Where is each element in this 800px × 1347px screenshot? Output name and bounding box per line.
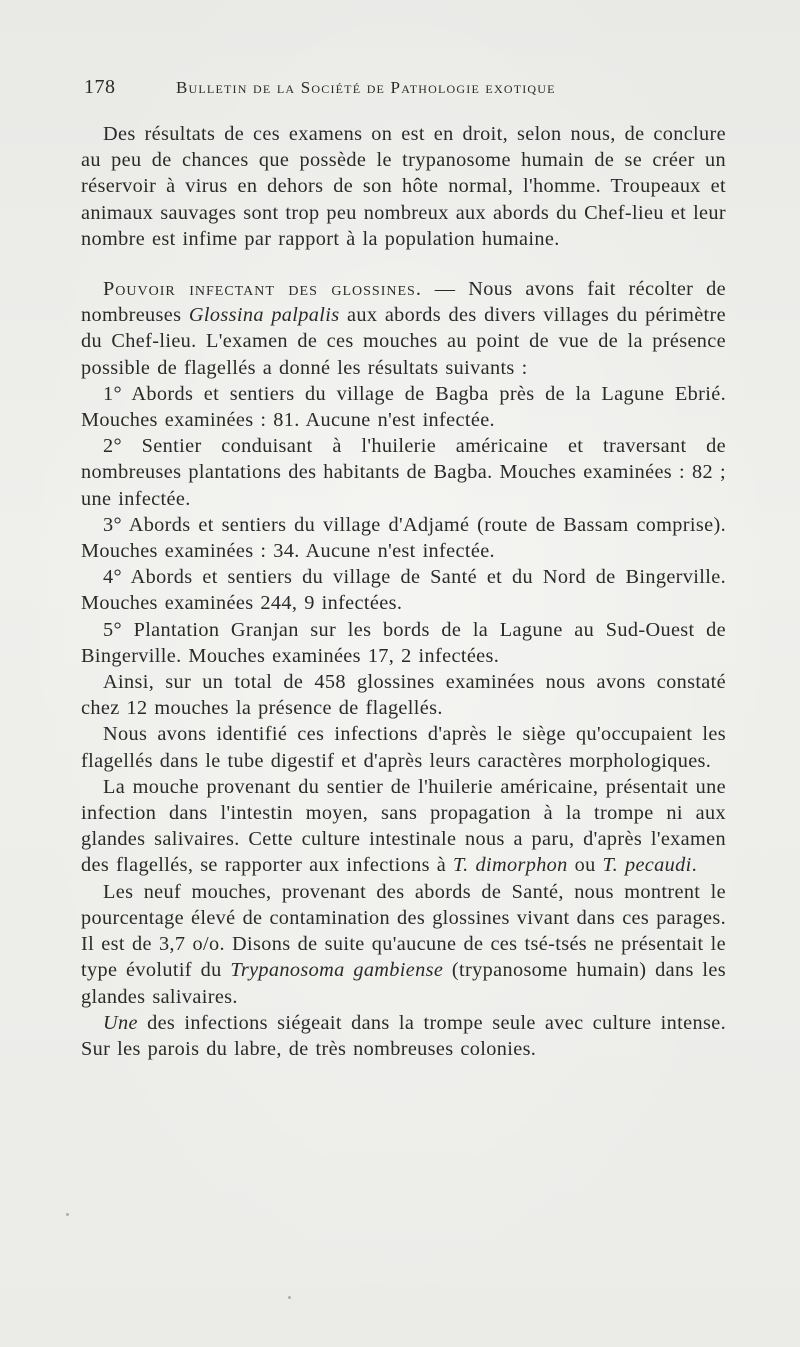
paragraph-text: Les neuf mouches, provenant des abords de Santé, nous montrent le pourcentage élevé de contamination des glossines vivant dans ces parages. Il est de 3,7 o/o. Disons de suite qu'aucune de ces tsé-tsés ne présentait le type évolutif du <box>81 880 726 982</box>
list-item: 3° Abords et sentiers du village d'Adjamé (route de Bassam comprise). Mouches examinées : 34. Aucune n'est infectée. <box>81 513 726 563</box>
section-heading: Pouvoir infectant des glossines. <box>103 278 422 301</box>
species-name: Trypanosoma gambiense <box>230 959 444 982</box>
paragraph-total: Ainsi, sur un total de 458 glossines examinées nous avons constaté chez 12 mouches la présence de flagellés. <box>81 671 726 720</box>
paragraph-text: . <box>691 854 698 877</box>
list-item: 4° Abords et sentiers du village de Santé et du Nord de Bingerville. Mouches examinées 244, 9 infectées. <box>81 566 726 615</box>
page-number: 178 <box>84 76 116 98</box>
paragraph-proboscis-infection <box>81 1010 726 1062</box>
list-item: 5° Plantation Granjan sur les bords de la Lagune au Sud-Ouest de Bingerville. Mouches examinées 17, 2 infectées. <box>81 618 726 667</box>
running-head: Bulletin de la Société de Pathologie exotique <box>176 78 556 97</box>
paragraph-lead-word: Une <box>103 1011 138 1034</box>
page-header <box>84 76 704 106</box>
section-intro-text-end: aux abords des divers villages du périmètre du Chef-lieu. L'examen de ces mouches au point de vue de la présence possible de flagellés a donné les résultats suivants : <box>81 304 726 379</box>
article-body <box>81 121 726 1062</box>
paragraph-conclusion: Des résultats de ces examens on est en droit, selon nous, de conclure au peu de chances que possède le trypanosome humain de se créer un réservoir à virus en dehors de son hôte normal, l'homme. Troupeaux et animaux sauvages sont trop peu nombreux aux abords du Chef-lieu et leur nombre est infime par rapport à la population humaine. <box>81 123 726 250</box>
paragraph-text: des infections siégeait dans la trompe seule avec culture intense. Sur les parois du labre, de très nombreuses colonies. <box>81 1011 726 1060</box>
paper-speck <box>66 1213 69 1216</box>
section-gap <box>81 252 726 276</box>
paragraph-text: La mouche provenant du sentier de l'huilerie américaine, présentait une infection dans l'intestin moyen, sans propagation à la trompe ni aux glandes salivaires. Cette culture intestinale nous a paru, d'après l'examen des flagellés, se rapporter aux infections à <box>81 775 726 877</box>
paragraph-identification: Nous avons identifié ces infections d'après le siège qu'occupaient les flagellés dans le tube digestif et d'après leurs caractères morphologiques. <box>81 723 726 772</box>
species-name: T. dimorphon <box>453 854 568 877</box>
species-name: Glossina palpalis <box>188 304 340 327</box>
paragraph-intestinal-infection <box>81 774 726 879</box>
species-name: T. pecaudi <box>602 854 692 877</box>
paragraph-text: ou <box>567 854 603 877</box>
paragraph-sante-flies <box>81 879 726 1010</box>
section-intro-text: — Nous avons fait récolter de nombreuses <box>81 278 726 327</box>
paragraph-section-intro <box>81 276 726 381</box>
list-item: 2° Sentier conduisant à l'huilerie américaine et traversant de nombreuses plantations des habitants de Bagba. Mouches examinées : 82 ; une infectée. <box>81 435 726 510</box>
paper-speck <box>288 1296 291 1299</box>
paragraph-text: (trypanosome humain) dans les glandes salivaires. <box>81 959 726 1008</box>
list-item: 1° Abords et sentiers du village de Bagba près de la Lagune Ebrié. Mouches examinées : 81. Aucune n'est infectée. <box>81 382 726 432</box>
